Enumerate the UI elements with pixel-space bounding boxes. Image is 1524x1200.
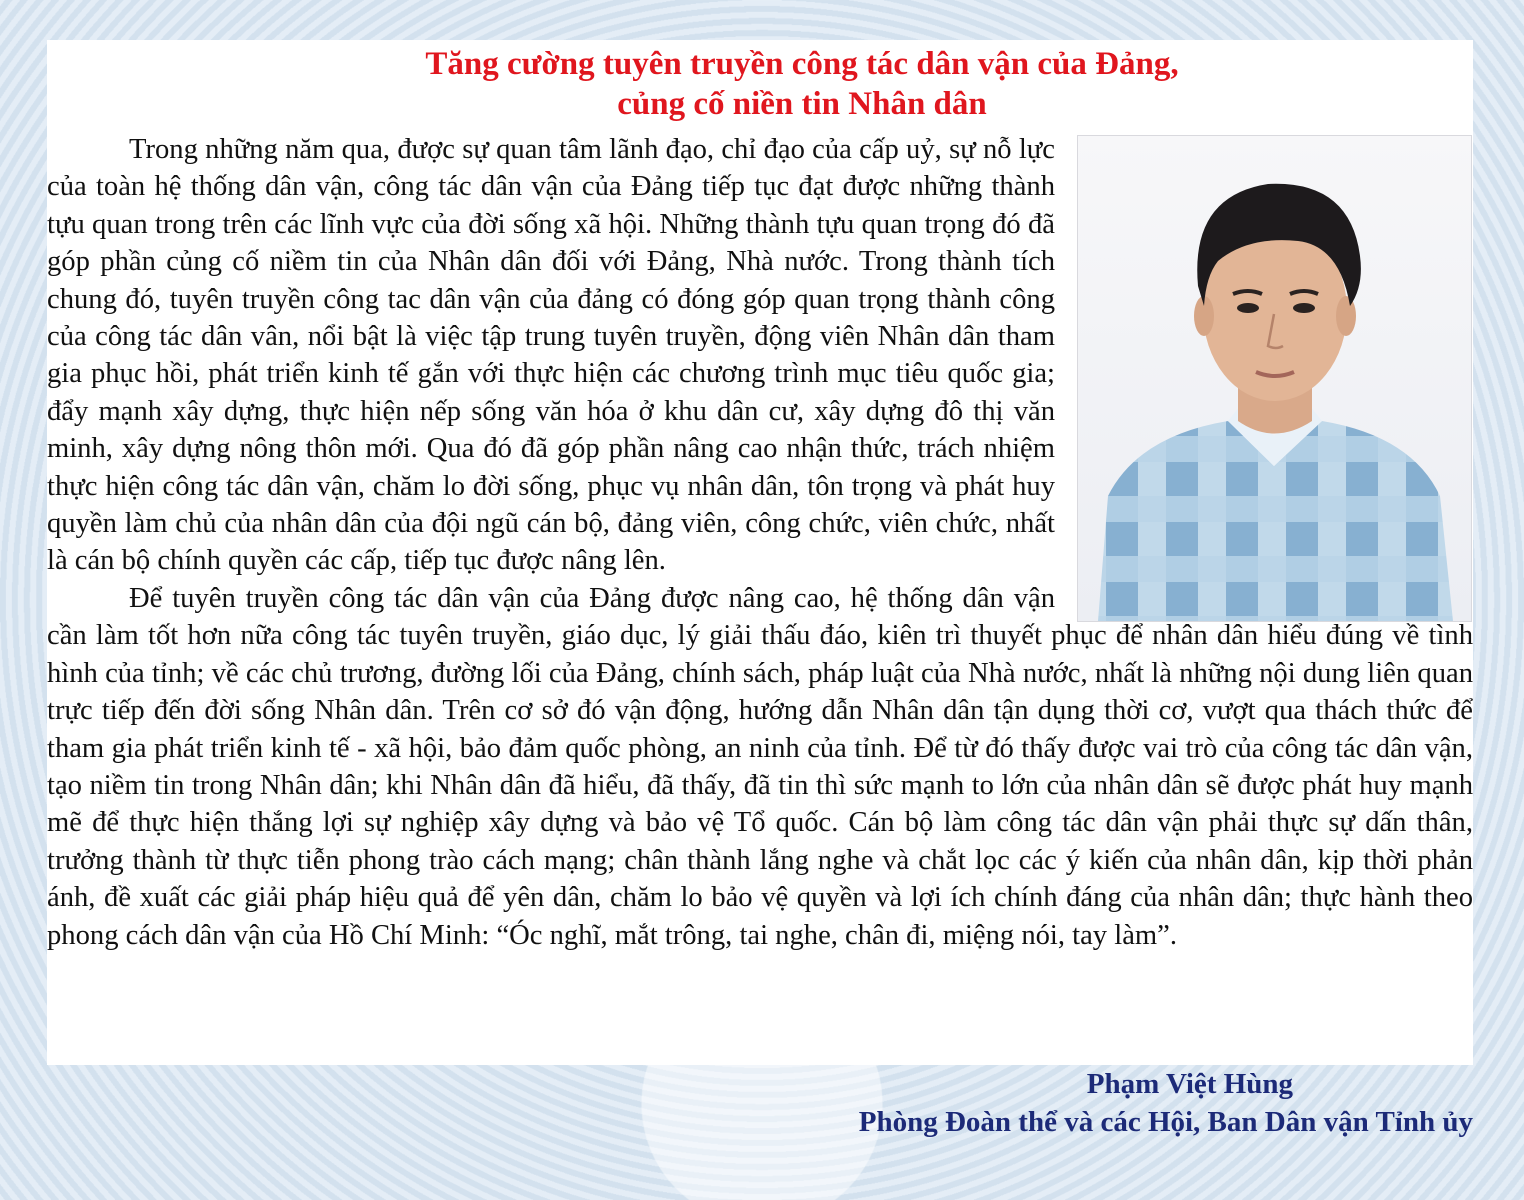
title-line-2: củng cố niền tin Nhân dân [617,86,987,122]
author-organization: Phòng Đoàn thể và các Hội, Ban Dân vận Tỉnh ủy [858,1106,1473,1138]
author-name: Phạm Việt Hùng [1086,1068,1293,1100]
author-signature [859,1065,1473,1141]
article-body [47,131,1473,954]
article-title [47,44,1524,124]
paragraph-1: Trong những năm qua, được sự quan tâm lãnh đạo, chỉ đạo của cấp uỷ, sự nỗ lực của toàn hệ thống dân vận, công tác dân vận của Đảng tiếp tục đạt được những thành tựu quan trong trên các lĩnh vực của đời sống xã hội. Những thành tựu quan trọng đó đã góp phần củng cố niềm tin của Nhân dân đối với Đảng, Nhà nước. Trong thành tích chung đó, tuyên truyền công tac dân vận của đảng có đóng góp quan trọng thành công của công tác dân vân, nổi bật là việc tập trung tuyên truyền, động viên Nhân dân tham gia phục hồi, phát triển kinh tế gắn với thực hiện các chương trình mục tiêu quốc gia; đẩy mạnh xây dựng, thực hiện nếp sống văn hóa ở khu dân cư, xây dựng đô thị văn minh, xây dựng nông thôn mới. Qua đó đã góp phần nâng cao nhận thức, trách nhiệm thực hiện công tác dân vận, chăm lo đời sống, phục vụ nhân dân, tôn trọng và phát huy quyền làm chủ của nhân dân của đội ngũ cán bộ, đảng viên, công chức, viên chức, nhất là cán bộ chính quyền các cấp, tiếp tục được nâng lên. [47,134,1055,577]
title-line-1: Tăng cường tuyên truyền công tác dân vận của Đảng, [425,46,1179,82]
paragraph-2: Để tuyên truyền công tác dân vận của Đảng được nâng cao, hệ thống dân vận cần làm tốt hơn nữa công tác tuyên truyền, giáo dục, lý giải thấu đáo, kiên trì thuyết phục để nhân dân hiểu đúng về tình hình của tỉnh; về các chủ trương, đường lối của Đảng, chính sách, pháp luật của Nhà nước, nhất là những nội dung liên quan trực tiếp đến đời sống Nhân dân. Trên cơ sở đó vận động, hướng dẫn Nhân dân tận dụng thời cơ, vượt qua thách thức để tham gia phát triển kinh tế - xã hội, bảo đảm quốc phòng, an ninh của tỉnh. Để từ đó thấy được vai trò của công tác dân vận, tạo niềm tin trong Nhân dân; khi Nhân dân đã hiểu, đã thấy, đã tin thì sức mạnh to lớn của nhân dân sẽ được phát huy mạnh mẽ để thực hiện thắng lợi sự nghiệp xây dựng và bảo vệ Tổ quốc. Cán bộ làm công tác dân vận phải thực sự dấn thân, trưởng thành từ thực tiễn phong trào cách mạng; chân thành lắng nghe và chắt lọc các ý kiến của nhân dân, kịp thời phản ánh, đề xuất các giải pháp hiệu quả để yên dân, chăm lo bảo vệ quyền và lợi ích chính đáng của nhân dân; thực hành theo phong cách dân vận của Hồ Chí Minh: “Óc nghĩ, mắt trông, tai nghe, chân đi, miệng nói, tay làm”. [47,582,1473,951]
photo-spacer [1055,131,1473,616]
